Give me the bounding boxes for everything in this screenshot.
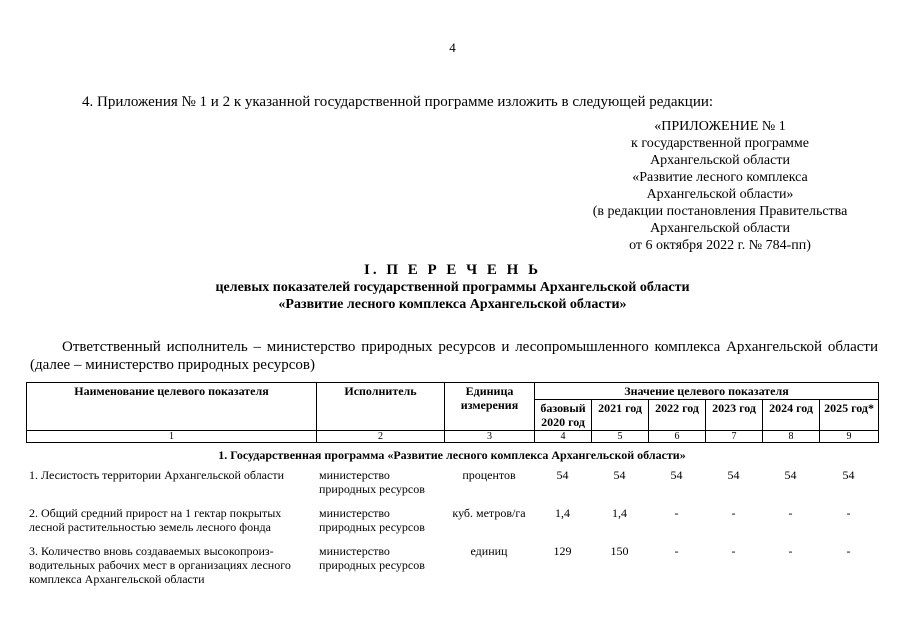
col-number: 5	[592, 431, 649, 443]
appendix-line: «Развитие лесного комплекса	[632, 170, 808, 185]
appendix-line: Архангельской области	[650, 221, 790, 236]
indicator-value: -	[674, 506, 679, 520]
col-header-name: Наименование целевого показателя	[27, 383, 317, 431]
appendix-line: (в редакции постановления Правительства	[592, 204, 848, 219]
appendix-line: Архангельской области»	[646, 187, 794, 202]
indicator-value: 54	[727, 468, 740, 482]
indicator-value: 54	[613, 468, 626, 482]
document-heading	[0, 262, 905, 313]
col-header-year: 2024 год	[763, 400, 820, 431]
indicator-value: 54	[842, 468, 855, 482]
col-number: 3	[445, 431, 535, 443]
indicator-unit: процентов	[462, 468, 516, 482]
indicator-value: 150	[610, 544, 629, 558]
col-number: 7	[706, 431, 763, 443]
indicator-value: -	[731, 506, 736, 520]
table-row	[26, 468, 878, 506]
col-header-year: 2025 год*	[820, 400, 879, 431]
col-number: 9	[820, 431, 879, 443]
appendix-line: «ПРИЛОЖЕНИЕ № 1	[654, 119, 786, 134]
indicator-value: -	[788, 506, 793, 520]
indicator-value: 1,4	[612, 506, 627, 520]
indicator-value: -	[674, 544, 679, 558]
section-title: 1. Государственная программа «Развитие лесного комплекса Архангельской области»	[218, 448, 686, 462]
col-header-unit: Единица измерения	[445, 383, 535, 431]
col-number: 8	[763, 431, 820, 443]
indicator-value: -	[846, 544, 851, 558]
appendix-line: к государственной программе	[631, 136, 809, 151]
indicator-value: 1,4	[555, 506, 570, 520]
indicator-unit: куб. метров/га	[452, 506, 526, 520]
page-number: 4	[449, 40, 456, 55]
intro-paragraph: 4. Приложения № 1 и 2 к указанной государственной программе изложить в следующей редакции:	[82, 94, 714, 110]
col-header-year: 2023 год	[706, 400, 763, 431]
heading-subtitle: целевых показателей государственной программы Архангельской области	[215, 280, 690, 295]
appendix-line: от 6 октября 2022 г. № 784-пп)	[629, 238, 811, 253]
indicators-table-body	[26, 468, 878, 596]
indicator-name: 2. Общий средний прирост на 1 гектар покрытых лесной растительностью земель лесного фонда	[29, 506, 282, 534]
col-number: 2	[317, 431, 445, 443]
heading-title: I. П Е Р Е Ч Е Н Ь	[363, 262, 542, 278]
indicator-executor: министерство природных ресурсов	[319, 468, 425, 496]
indicator-executor: министерство природных ресурсов	[319, 544, 425, 572]
col-number: 4	[535, 431, 592, 443]
indicator-value: 54	[670, 468, 683, 482]
table-row	[26, 506, 878, 544]
col-header-year: 2021 год	[592, 400, 649, 431]
col-header-year: 2022 год	[649, 400, 706, 431]
indicator-value: -	[731, 544, 736, 558]
indicator-value: 54	[556, 468, 569, 482]
indicator-unit: единиц	[470, 544, 508, 558]
indicator-name: 1. Лесистость территории Архангельской области	[29, 468, 284, 482]
col-number: 6	[649, 431, 706, 443]
indicator-executor: министерство природных ресурсов	[319, 506, 425, 534]
col-header-values: Значение целевого показателя	[535, 383, 879, 400]
indicator-value: -	[788, 544, 793, 558]
col-header-executor: Исполнитель	[317, 383, 445, 431]
indicator-value: 54	[784, 468, 797, 482]
col-number: 1	[27, 431, 317, 443]
indicators-table-header	[26, 382, 879, 443]
indicator-value: -	[846, 506, 851, 520]
table-row	[26, 544, 878, 596]
responsible-executor-paragraph: Ответственный исполнитель – министерство природных ресурсов и лесопромышленного комплекса Архангельской области (далее – министерство природных ресурсов)	[30, 339, 878, 373]
col-header-year: базовый 2020 год	[535, 400, 592, 431]
heading-program-name: «Развитие лесного комплекса Архангельской области»	[278, 297, 627, 312]
appendix-header	[560, 118, 880, 254]
indicator-value: 129	[553, 544, 572, 558]
appendix-line: Архангельской области	[650, 153, 790, 168]
indicator-name: 3. Количество вновь создаваемых высокопроизводительных рабочих мест в организациях лесного комплекса Архангельской области	[29, 544, 291, 586]
